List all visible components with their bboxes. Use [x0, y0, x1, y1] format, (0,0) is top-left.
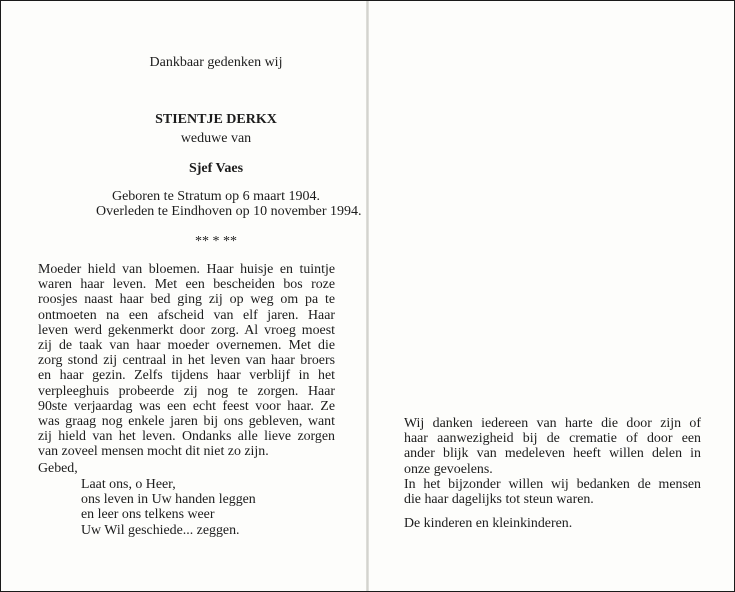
thanks-line: ander blijk van medeleven heeft willen delen in [404, 446, 701, 462]
thanks-paragraph [404, 416, 701, 507]
prayer-line: en leer ons telkens weer [81, 507, 215, 523]
deceased-name: STIENTJE DERKX [155, 112, 277, 127]
thanks-line: haar aanwezigheid bij de crematie of door een [404, 431, 701, 447]
tribute-line: en haar gezin. Zelfs tijdens haar verblijf in het [38, 368, 335, 384]
tribute-line: roosjes naast haar bed ging zij op weg om pa te [38, 292, 335, 308]
tribute-line: 90ste verjaardag was een echt feest voor haar. Ze [38, 398, 335, 414]
separator: ** * ** [195, 234, 237, 249]
birth-line: Geboren te Stratum op 6 maart 1904. [111, 189, 320, 204]
tribute-line: Moeder hield van bloemen. Haar huisje en tuintje [38, 262, 335, 277]
tribute-line: waren haar leven. Met een bescheiden bos roze [38, 277, 335, 293]
prayer-title: Gebed, [38, 461, 78, 476]
tribute-line: was graag nog enkele jaren bij ons gebleven, want [38, 414, 335, 430]
signature: De kinderen en kleinkinderen. [404, 516, 573, 531]
tribute-line: zorg stond zij centraal in het leven van haar broers [38, 353, 335, 369]
tribute-line: zij hield van het leven. Ondanks alle lieve zorgen [38, 429, 335, 445]
tribute-line: zij de taak van haar moeder overnemen. Met die [38, 338, 335, 354]
death-line: Overleden te Eindhoven op 10 november 1994. [96, 204, 362, 219]
thanks-line: die haar dagelijks tot steun waren. [404, 492, 594, 508]
tribute-line: verpleeghuis probeerde zij nog te zorgen. Haar [38, 383, 335, 399]
tribute-line: ontmoeten na een afscheid van elf jaren. Haar [38, 307, 335, 323]
prayer-line: Uw Wil geschiede... zeggen. [81, 522, 240, 538]
intro-text: Dankbaar gedenken wij [149, 55, 283, 70]
prayer-line: Laat ons, o Heer, [81, 477, 176, 492]
relation-text: weduwe van [180, 131, 252, 146]
thanks-line: In het bijzonder willen wij bedanken de mensen [404, 476, 701, 492]
spouse-name: Sjef Vaes [188, 161, 244, 176]
prayer-verse [81, 477, 256, 538]
thanks-line: Wij danken iedereen van harte die door zijn of [404, 416, 701, 431]
tribute-paragraph [38, 262, 335, 460]
tribute-line: leven werd gekenmerkt door zorg. Al vroeg moest [38, 322, 335, 338]
card-fold [366, 1, 369, 591]
tribute-line: van zoveel mensen mocht dit niet zo zijn. [38, 444, 269, 460]
thanks-line: onze gevoelens. [404, 461, 493, 477]
prayer-line: ons leven in Uw handen leggen [81, 492, 256, 508]
